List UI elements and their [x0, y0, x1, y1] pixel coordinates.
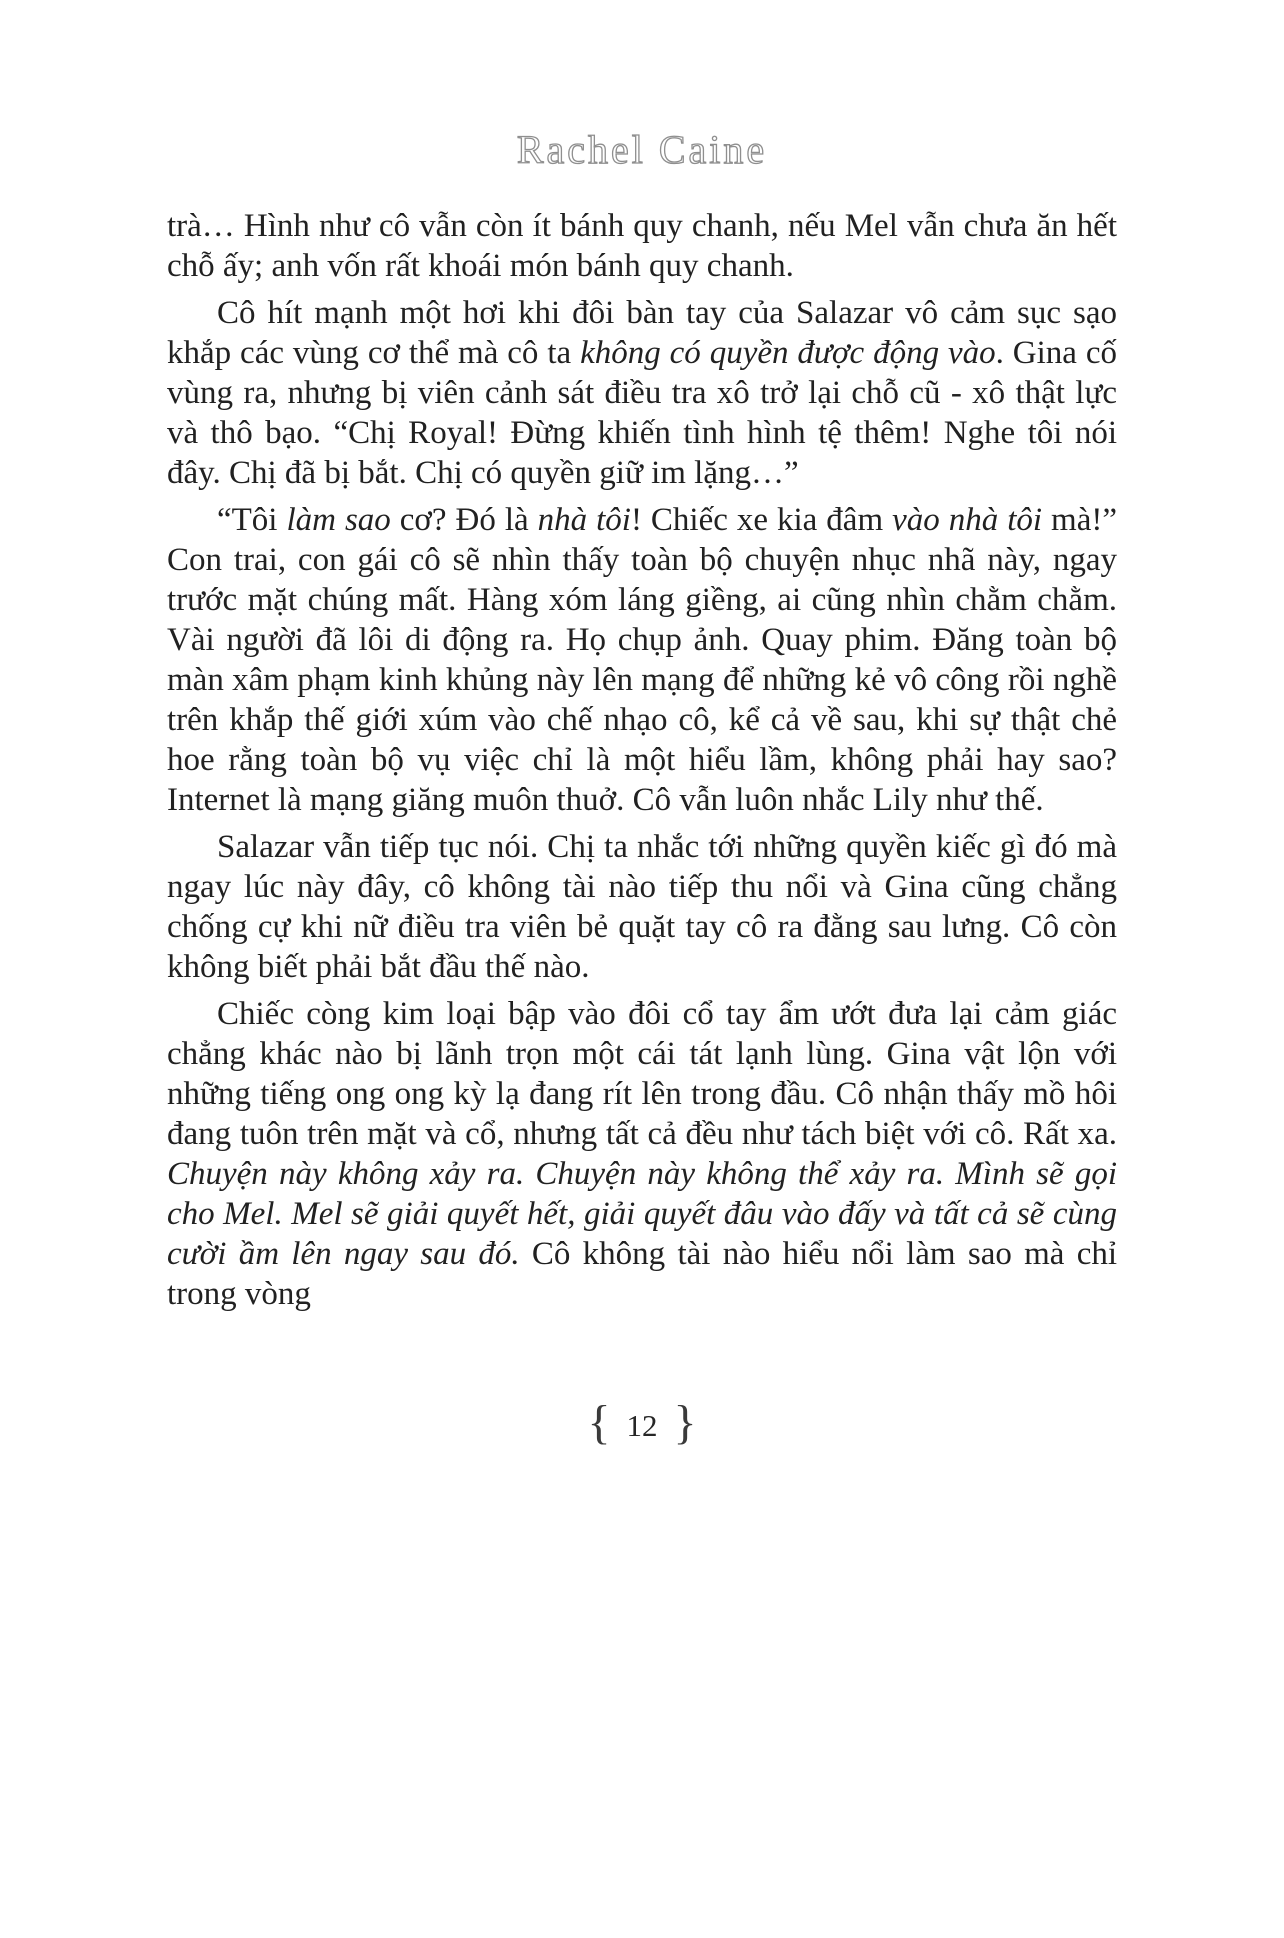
- page-body: [167, 206, 1117, 1314]
- paragraph: [167, 293, 1117, 493]
- italic-text-segment: Chuyện này không xảy ra. Chuyện này không thể xảy ra. Mình sẽ gọi cho Mel. Mel sẽ giải quyết hết, giải quyết đâu vào đấy và tất cả sẽ cùng cười ầm lên ngay sau đó.: [167, 1156, 1117, 1272]
- text-segment: Chiếc còng kim loại bập vào đôi cổ tay ẩm ướt đưa lại cảm giác chẳng khác nào bị lãnh trọn một cái tát lạnh lùng. Gina vật lộn với những tiếng ong ong kỳ lạ đang rít lên trong đầu. Cô nhận thấy mồ hôi đang tuôn trên mặt và cổ, nhưng tất cả đều như tách biệt với cô. Rất xa.: [167, 996, 1117, 1152]
- paragraph: [167, 206, 1117, 286]
- text-segment: Salazar vẫn tiếp tục nói. Chị ta nhắc tới những quyền kiếc gì đó mà ngay lúc này đây, cô không tài nào tiếp thu nổi và Gina cũng chẳng chống cự khi nữ điều tra viên bẻ quặt tay cô ra đằng sau lưng. Cô còn không biết phải bắt đầu thế nào.: [167, 829, 1117, 985]
- page-number-value: 12: [626, 1407, 658, 1443]
- text-segment: Cô hít mạnh một hơi khi đôi bàn tay của Salazar vô cảm sục sạo khắp các vùng cơ thể mà cô ta: [167, 295, 1117, 371]
- page-number: [0, 1398, 1284, 1453]
- paragraph: [167, 827, 1117, 987]
- text-segment: “Tôi: [217, 502, 287, 538]
- text-segment: trà… Hình như cô vẫn còn ít bánh quy chanh, nếu Mel vẫn chưa ăn hết chỗ ấy; anh vốn rất khoái món bánh quy chanh.: [167, 208, 1117, 284]
- running-header-author: Rachel Caine: [516, 127, 768, 172]
- text-segment: Cô không tài nào hiểu nổi làm sao mà chỉ trong vòng: [167, 1236, 1118, 1312]
- paragraph: [167, 500, 1117, 820]
- text-segment: cơ? Đó là: [390, 502, 538, 538]
- text-segment: ! Chiếc xe kia đâm: [630, 502, 893, 538]
- text-segment: mà!” Con trai, con gái cô sẽ nhìn thấy toàn bộ chuyện nhục nhã này, ngay trước mặt chúng mất. Hàng xóm láng giềng, ai cũng nhìn chằm chằm. Vài người đã lôi di động ra. Họ chụp ảnh. Quay phim. Đăng toàn bộ màn xâm phạm kinh khủng này lên mạng để những kẻ vô công rồi nghề trên khắp thế giới xúm vào chế nhạo cô, kể cả về sau, khi sự thật chẻ hoe rằng toàn bộ vụ việc chỉ là một hiểu lầm, không phải hay sao? Internet là mạng giăng muôn thuở. Cô vẫn luôn nhắc Lily như thế.: [167, 502, 1117, 818]
- brace-left: {: [587, 1396, 611, 1449]
- text-segment: . Gina cố vùng ra, nhưng bị viên cảnh sát điều tra xô trở lại chỗ cũ - xô thật lực và thô bạo. “Chị Royal! Đừng khiến tình hình tệ thêm! Nghe tôi nói đây. Chị đã bị bắt. Chị có quyền giữ im lặng…”: [167, 335, 1118, 491]
- italic-text-segment: làm sao: [286, 502, 391, 538]
- brace-right: }: [673, 1396, 697, 1449]
- italic-text-segment: không có quyền được động vào: [580, 335, 996, 371]
- italic-text-segment: nhà tôi: [537, 502, 631, 538]
- italic-text-segment: vào nhà tôi: [892, 502, 1043, 538]
- paragraph: [167, 994, 1117, 1314]
